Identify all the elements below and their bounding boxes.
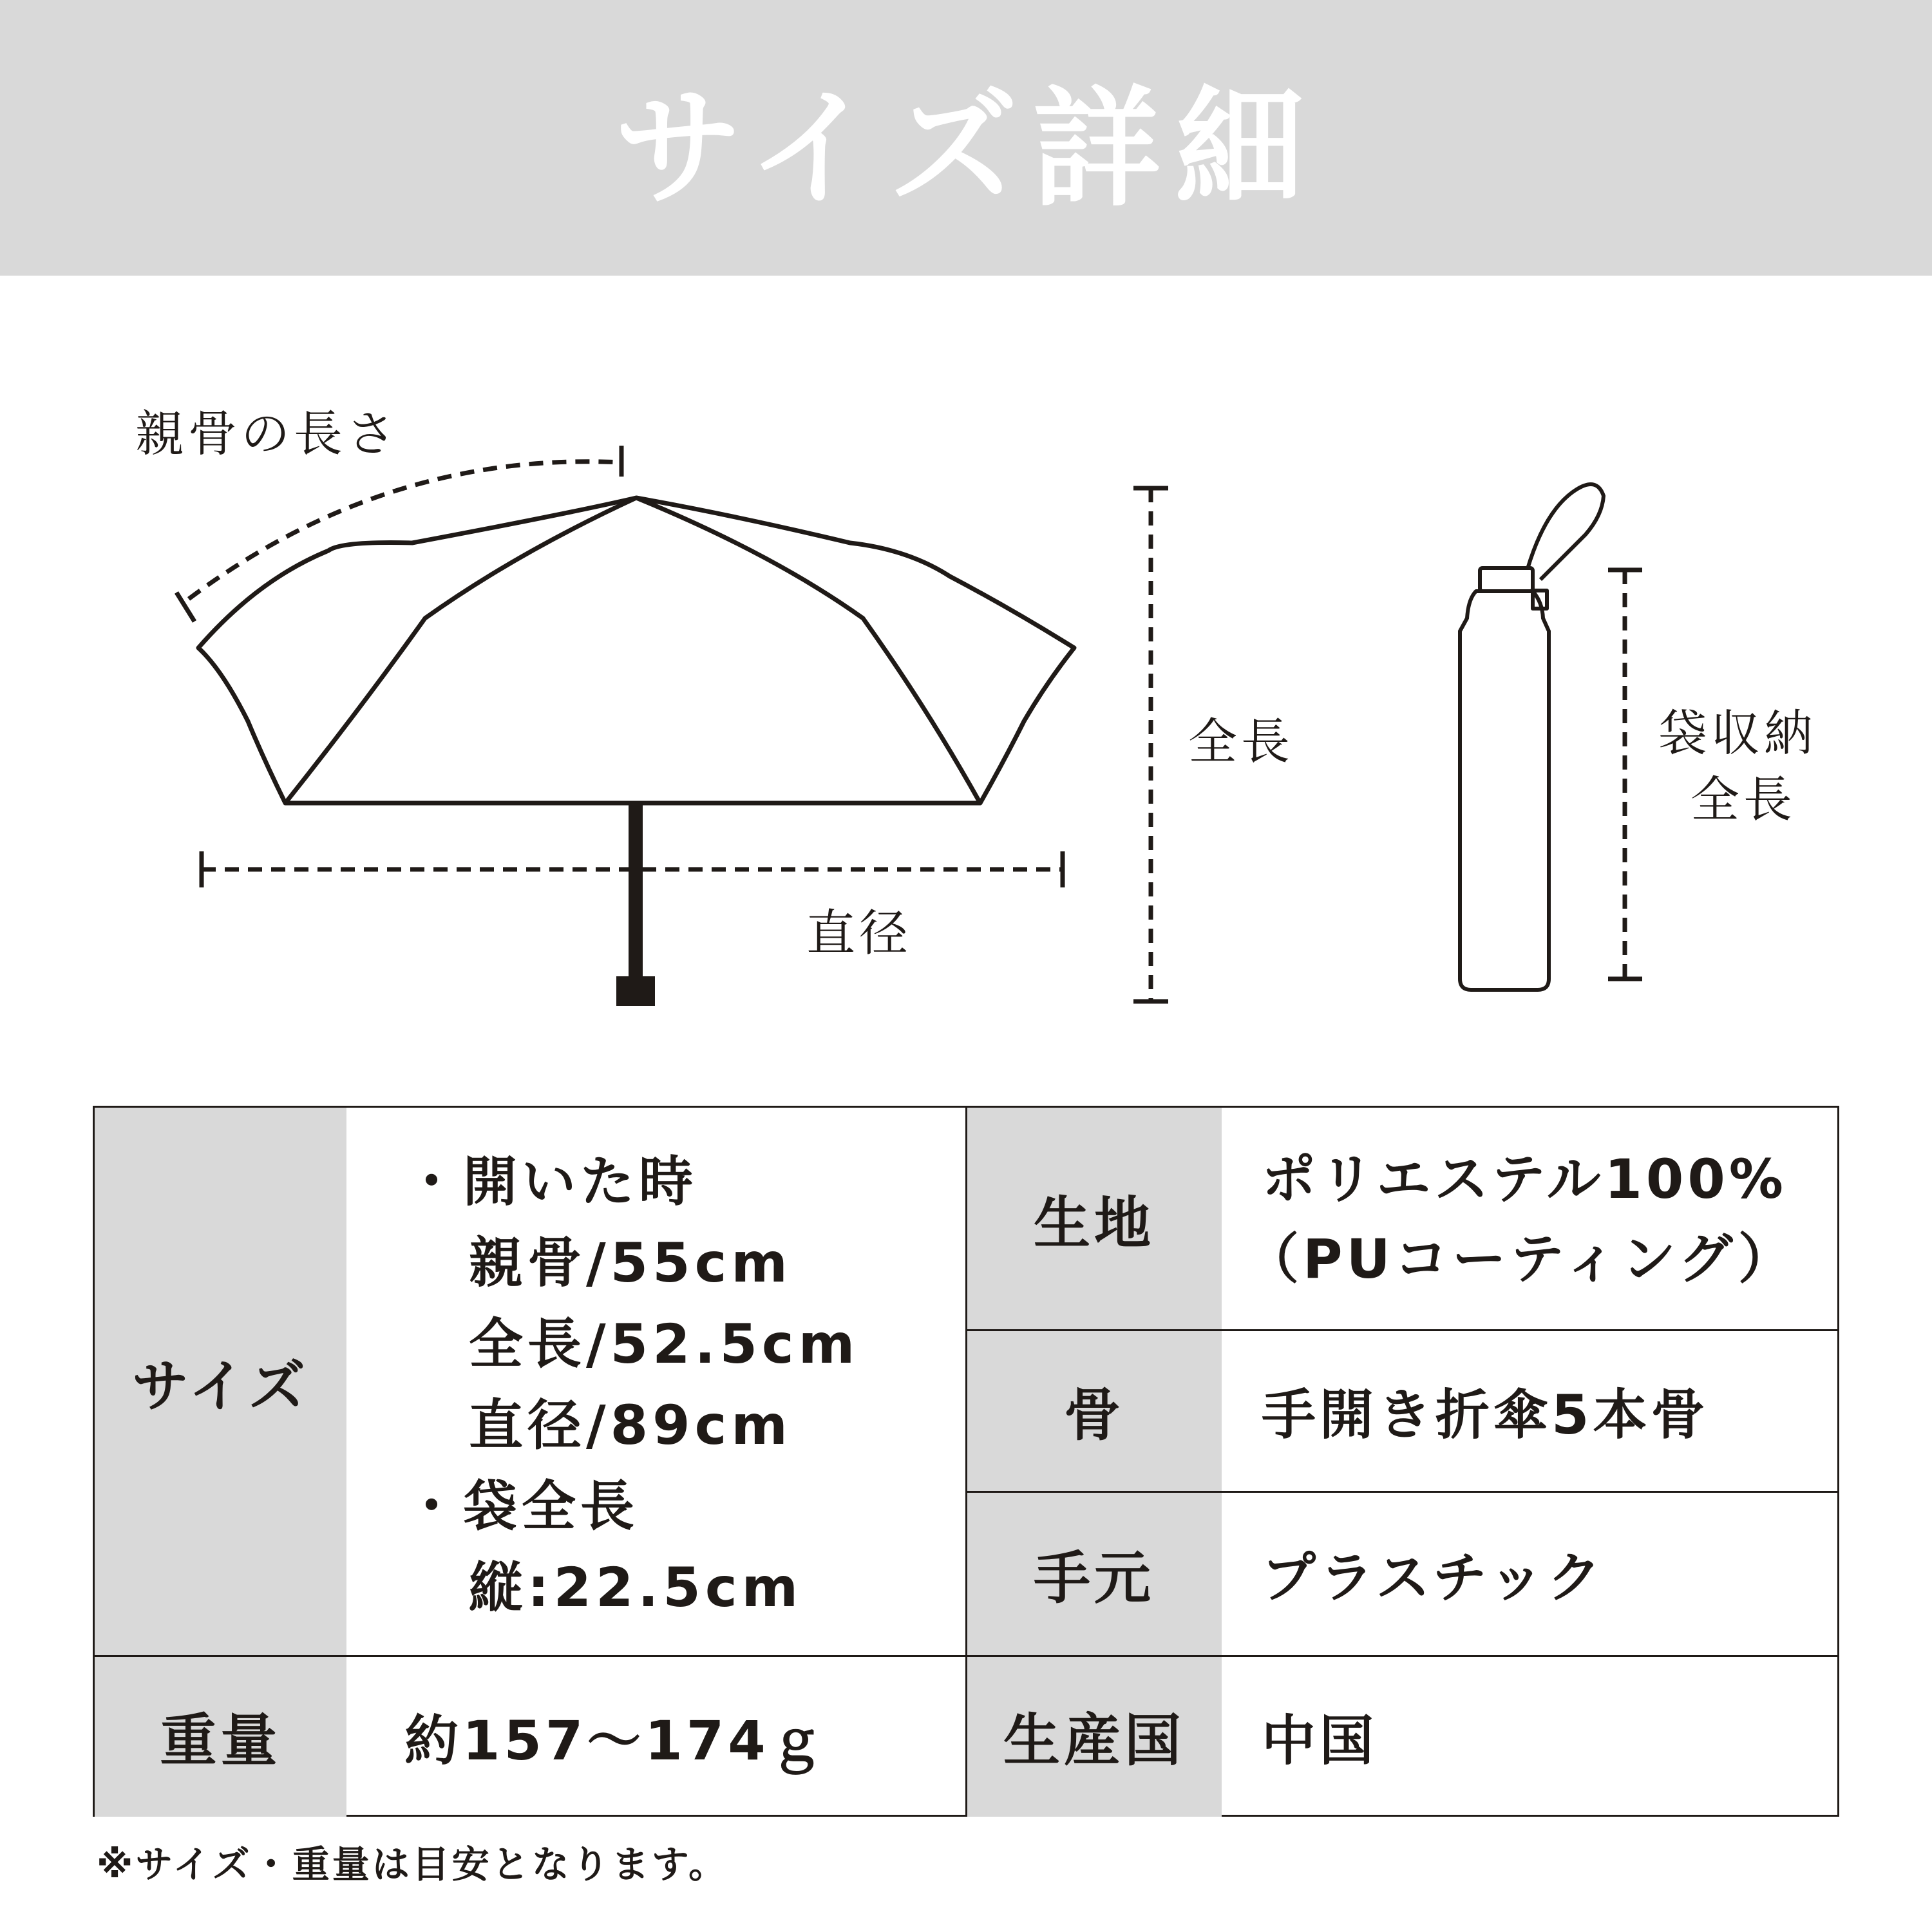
table-divider [967,1491,1839,1493]
origin-header: 生産国 [967,1656,1222,1817]
total-length-value: 全長/52.5cm [469,1312,860,1376]
table-divider [967,1329,1839,1331]
diameter-value: 直径/89cm [469,1394,792,1457]
origin-value: 中国 [1262,1709,1378,1772]
bag-heading: ・袋全長 [404,1475,639,1538]
rib-length-value: 親骨/55cm [469,1231,792,1294]
diameter-label: 直径 [806,904,912,961]
size-header: サイズ [95,1108,346,1656]
shaft-icon [629,805,643,979]
fabric-value-line2: （PUコーティング） [1245,1227,1796,1291]
total-length-label: 全長 [1188,713,1294,770]
handle-icon [616,976,655,1006]
footnote: ※サイズ・重量は目安となります。 [97,1842,729,1886]
bag-length-label-line1: 袋収納 [1658,705,1817,762]
open-umbrella-icon [198,498,1074,803]
weight-header: 重量 [95,1656,346,1817]
open-heading: ・開いた時 [404,1150,698,1213]
rib-length-marker [176,446,621,621]
total-length-marker [1133,488,1168,1001]
page-title: サイズ詳細 [613,73,1318,224]
rib-length-label: 親骨の長さ [135,405,399,462]
table-divider [965,1108,967,1817]
weight-value: 約157〜174ｇ [404,1709,828,1772]
bag-length-marker [1608,570,1642,979]
ribs-value: 手開き折傘5本骨 [1262,1383,1709,1446]
size-values [346,1108,967,1656]
ribs-header: 骨 [967,1330,1222,1492]
folded-umbrella-icon [1460,484,1604,990]
handle-value: プラスチック [1262,1546,1605,1609]
handle-header: 手元 [967,1492,1222,1656]
bag-length-label-line2: 全長 [1690,771,1796,828]
bag-length-value: 縦:22.5cm [469,1556,803,1619]
fabric-value [1222,1108,1839,1330]
spec-table [93,1106,1839,1817]
table-divider [95,1655,1839,1657]
fabric-header: 生地 [967,1108,1222,1330]
size-list [404,1141,859,1628]
fabric-value-line1: ポリエステル100% [1262,1147,1787,1211]
